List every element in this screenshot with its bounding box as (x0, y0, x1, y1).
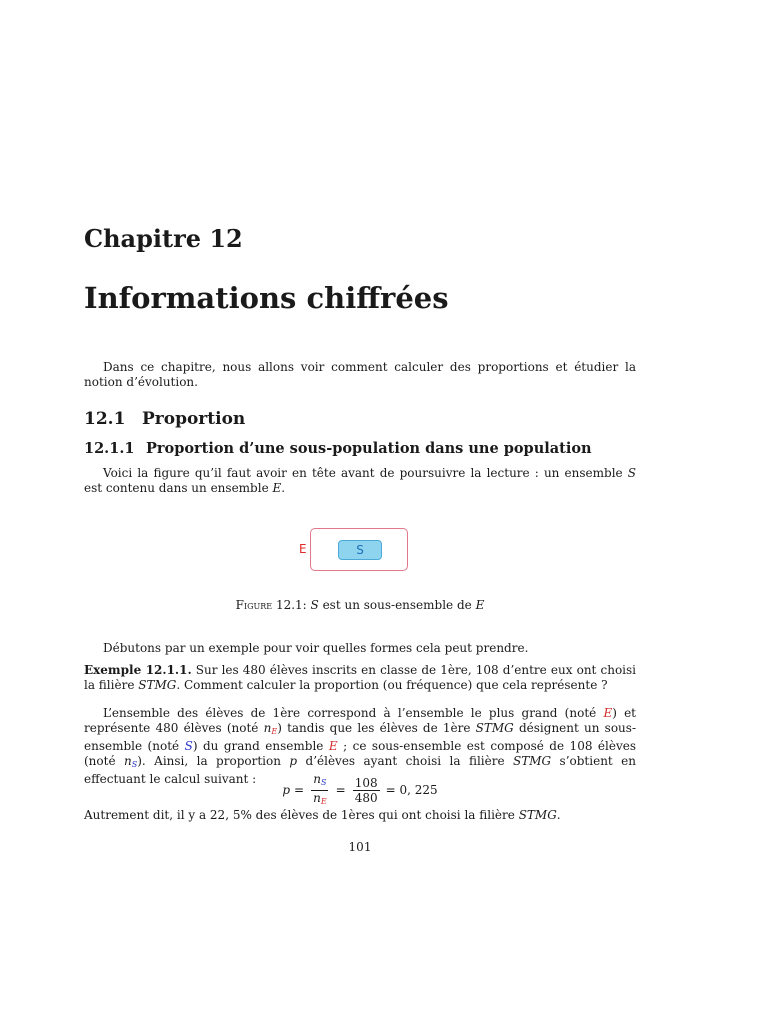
text-run: ) tandis que les élèves de 1ère (277, 721, 476, 735)
fraction-numerator (311, 772, 328, 791)
text-run: ). Ainsi, la proportion (137, 754, 290, 768)
math-S: S (627, 466, 636, 480)
fraction-numerator-value: 108 (354, 775, 378, 790)
math-n: n (313, 790, 321, 805)
caption-math-S: S (310, 598, 319, 612)
math-n: n (263, 721, 272, 735)
chapter-label: Chapitre 12 (84, 224, 243, 253)
math-sub-E-red: E (271, 727, 278, 736)
document-page (84, 0, 636, 1024)
math-STMG: STMG (518, 808, 557, 822)
figure-set-E-label: E (299, 542, 307, 556)
text-run: . (556, 808, 561, 822)
text-run: est contenu dans un ensemble (84, 481, 273, 495)
text-run: d’élèves ayant choisi la filière (297, 754, 514, 768)
math-sub-E-red: E (320, 796, 327, 806)
section-number: 12.1 (84, 409, 126, 429)
page-number: 101 (348, 840, 372, 854)
math-E-red: E (328, 739, 338, 753)
math-STMG: STMG (138, 678, 177, 692)
text-run: s’obtient en effectuant le calcul suivant : (84, 754, 637, 786)
caption-math-E: E (475, 598, 485, 612)
math-n: n (313, 771, 321, 786)
section-title: Proportion (142, 409, 246, 429)
fraction-denominator (311, 791, 329, 809)
text-run: Autrement dit, il y a 22, 5% des élèves de 1ères qui ont choisi la filière (84, 808, 519, 822)
math-S-blue: S (184, 739, 193, 753)
text-run: désignent un sous-ensemble (noté (84, 721, 636, 753)
paragraph-example-intro: Débutons par un exemple pour voir quelles formes cela peut prendre. (103, 641, 529, 655)
formula-equals: = (335, 783, 346, 797)
chapter-intro: Dans ce chapitre, nous allons voir comment calculer des proportions et étudier la notion d’évolution. (84, 360, 636, 389)
text-run: Voici la figure qu’il faut avoir en tête avant de poursuivre la lecture : un ensemble (103, 466, 628, 480)
math-STMG: STMG (475, 721, 514, 735)
math-sub-S-blue: S (320, 777, 327, 787)
section-heading (84, 409, 245, 429)
figure-set-S-box: S (338, 540, 382, 560)
math-n: n (124, 754, 132, 768)
paragraph-conclusion (84, 808, 636, 823)
subsection-heading (84, 440, 592, 457)
text-run: . (281, 481, 286, 495)
subsection-number: 12.1.1 (84, 440, 135, 457)
formula-content (282, 773, 437, 807)
subsection-title: Proportion d’une sous-population dans une population (146, 440, 592, 457)
math-STMG: STMG (513, 754, 552, 768)
math-E-red: E (603, 706, 613, 720)
math-sub-S-blue: S (131, 760, 138, 769)
formula-block (84, 773, 636, 807)
fraction-denominator-value: 480 (354, 790, 378, 805)
text-run: ) du grand ensemble (192, 739, 329, 753)
formula-fraction-numeric (353, 776, 380, 805)
math-p: p (289, 754, 298, 768)
paragraph-figure-intro (84, 466, 636, 496)
text-run: Sur les 480 élèves inscrits en classe de 1ère, 108 d’entre eux ont choisi la filière (84, 663, 637, 692)
formula-fraction-symbolic (311, 772, 329, 809)
formula-equals: = (294, 783, 305, 797)
caption-text: est un sous-ensemble de (318, 598, 476, 612)
text-run: L’ensemble des élèves de 1ère correspond à l’ensemble le plus grand (noté (103, 706, 604, 720)
text-run: ; ce sous-ensemble est composé de 108 élèves (noté (84, 739, 637, 768)
example-block (84, 663, 636, 693)
chapter-title: Informations chiffrées (84, 281, 449, 315)
formula-result: = 0, 225 (385, 783, 438, 797)
caption-prefix: Figure 12.1: (235, 598, 307, 612)
text-run: ) et représente 480 élèves (noté (84, 706, 636, 735)
example-label: Exemple 12.1.1. (84, 663, 192, 677)
formula-p: p (282, 783, 291, 797)
math-E: E (272, 481, 282, 495)
text-run: . Comment calculer la proportion (ou fréquence) que cela représente ? (176, 678, 608, 692)
figure-caption (84, 598, 636, 612)
